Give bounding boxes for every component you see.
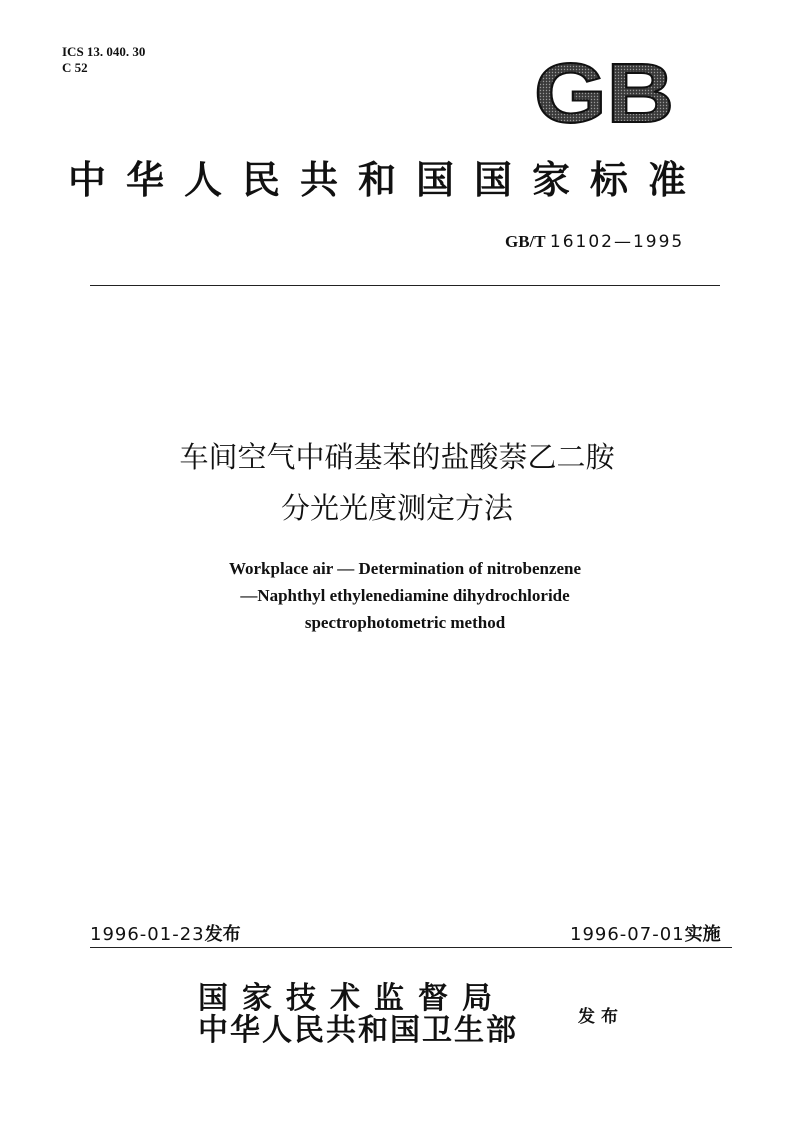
standard-code: 16102—1995	[549, 232, 685, 252]
gb-logo	[530, 56, 678, 130]
classification-codes	[62, 44, 145, 76]
issue-date-value: 1996-01-23	[90, 924, 205, 945]
implementation-date-label: 实施	[684, 924, 721, 945]
issue-date-label: 发布	[204, 924, 241, 945]
title-en-line1: Workplace air — Determination of nitrobenzene	[228, 559, 582, 578]
publisher-line1: 国家技术监督局	[198, 981, 506, 1016]
title-en-line2: —Naphthyl ethylenediamine dihydrochloride	[240, 586, 570, 605]
implementation-date-value: 1996-07-01	[570, 924, 685, 945]
title-zh-line1: 车间空气中硝基苯的盐酸萘乙二胺	[179, 440, 615, 474]
bottom-divider	[90, 947, 732, 948]
implementation-date	[570, 920, 721, 946]
publisher-issued-label: 发布	[578, 1007, 624, 1027]
standard-number	[505, 232, 684, 252]
ics-code: ICS 13. 040. 30	[62, 44, 146, 59]
title-zh-line2: 分光光度测定方法	[280, 491, 513, 525]
issue-date	[90, 920, 241, 946]
top-divider	[90, 285, 720, 286]
national-standard-heading: 中华人民共和国国家标准	[68, 157, 707, 202]
publisher-line2: 中华人民共和国卫生部	[198, 1013, 518, 1048]
gb-logo-text: GB	[534, 56, 674, 130]
title-en-line3: spectrophotometric method	[304, 613, 506, 632]
ccs-code: C 52	[62, 60, 88, 75]
standard-prefix: GB/T	[505, 232, 546, 251]
